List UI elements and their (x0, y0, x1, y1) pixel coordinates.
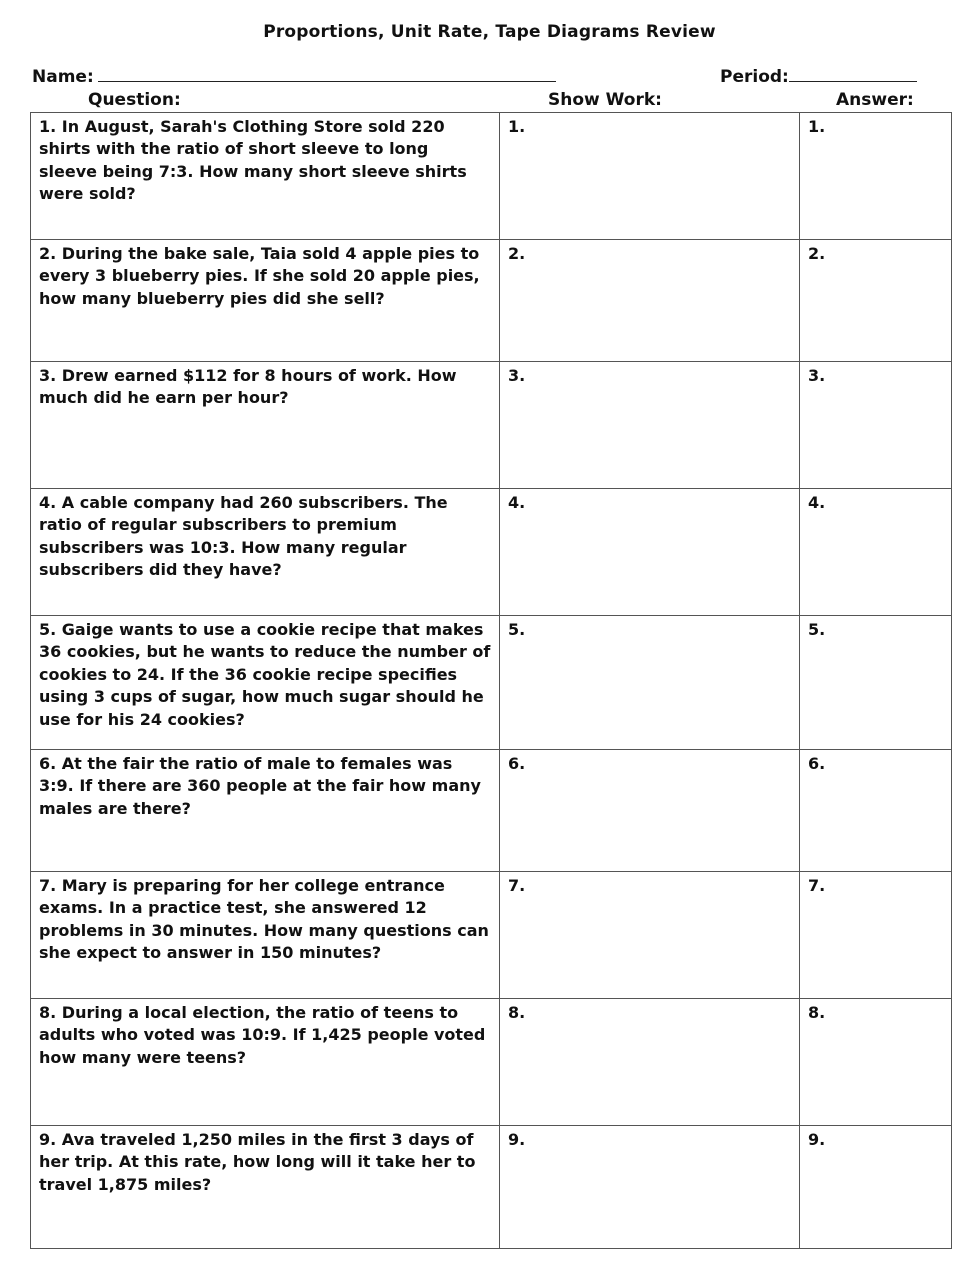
question-column-header: Question: (88, 90, 181, 110)
table-row (31, 240, 952, 362)
name-field (32, 67, 556, 87)
work-cell[interactable]: 1. (500, 113, 800, 240)
period-blank-line[interactable] (789, 67, 917, 82)
answer-cell[interactable]: 3. (800, 362, 952, 489)
work-cell[interactable]: 9. (500, 1126, 800, 1249)
answer-cell[interactable]: 1. (800, 113, 952, 240)
page-title: Proportions, Unit Rate, Tape Diagrams Review (263, 22, 716, 42)
work-cell[interactable]: 8. (500, 999, 800, 1126)
answer-column-header: Answer: (836, 90, 914, 110)
work-cell[interactable]: 5. (500, 616, 800, 750)
question-cell: 9. Ava traveled 1,250 miles in the first 3 days of her trip. At this rate, how long will it take her to travel 1,875 miles? (31, 1126, 500, 1249)
question-cell: 2. During the bake sale, Taia sold 4 apple pies to every 3 blueberry pies. If she sold 20 apple pies, how many blueberry pies did she sell? (31, 240, 500, 362)
name-label: Name: (32, 67, 94, 87)
table-row (31, 999, 952, 1126)
table-row (31, 872, 952, 999)
answer-cell[interactable]: 5. (800, 616, 952, 750)
work-cell[interactable]: 7. (500, 872, 800, 999)
table-row (31, 362, 952, 489)
answer-cell[interactable]: 2. (800, 240, 952, 362)
work-cell[interactable]: 2. (500, 240, 800, 362)
table-row (31, 113, 952, 240)
worksheet-table (30, 112, 952, 1249)
question-cell: 5. Gaige wants to use a cookie recipe that makes 36 cookies, but he wants to reduce the number of cookies to 24. If the 36 cookie recipe specifies using 3 cups of sugar, how much sugar should he use for his 24 cookies? (31, 616, 500, 750)
table-row (31, 750, 952, 872)
table-row (31, 489, 952, 616)
question-cell: 3. Drew earned $112 for 8 hours of work. How much did he earn per hour? (31, 362, 500, 489)
period-field (720, 67, 917, 87)
question-cell: 8. During a local election, the ratio of teens to adults who voted was 10:9. If 1,425 people voted how many were teens? (31, 999, 500, 1126)
work-cell[interactable]: 3. (500, 362, 800, 489)
answer-cell[interactable]: 7. (800, 872, 952, 999)
question-cell: 1. In August, Sarah's Clothing Store sold 220 shirts with the ratio of short sleeve to long sleeve being 7:3. How many short sleeve shirts were sold? (31, 113, 500, 240)
question-cell: 6. At the fair the ratio of male to females was 3:9. If there are 360 people at the fair how many males are there? (31, 750, 500, 872)
work-column-header: Show Work: (548, 90, 662, 110)
question-cell: 7. Mary is preparing for her college entrance exams. In a practice test, she answered 12 problems in 30 minutes. How many questions can she expect to answer in 150 minutes? (31, 872, 500, 999)
name-blank-line[interactable] (98, 67, 556, 82)
table-row (31, 1126, 952, 1249)
answer-cell[interactable]: 4. (800, 489, 952, 616)
answer-cell[interactable]: 9. (800, 1126, 952, 1249)
period-label: Period: (720, 67, 789, 87)
table-row (31, 616, 952, 750)
question-cell: 4. A cable company had 260 subscribers. The ratio of regular subscribers to premium subscribers was 10:3. How many regular subscribers did they have? (31, 489, 500, 616)
work-cell[interactable]: 4. (500, 489, 800, 616)
answer-cell[interactable]: 6. (800, 750, 952, 872)
answer-cell[interactable]: 8. (800, 999, 952, 1126)
work-cell[interactable]: 6. (500, 750, 800, 872)
